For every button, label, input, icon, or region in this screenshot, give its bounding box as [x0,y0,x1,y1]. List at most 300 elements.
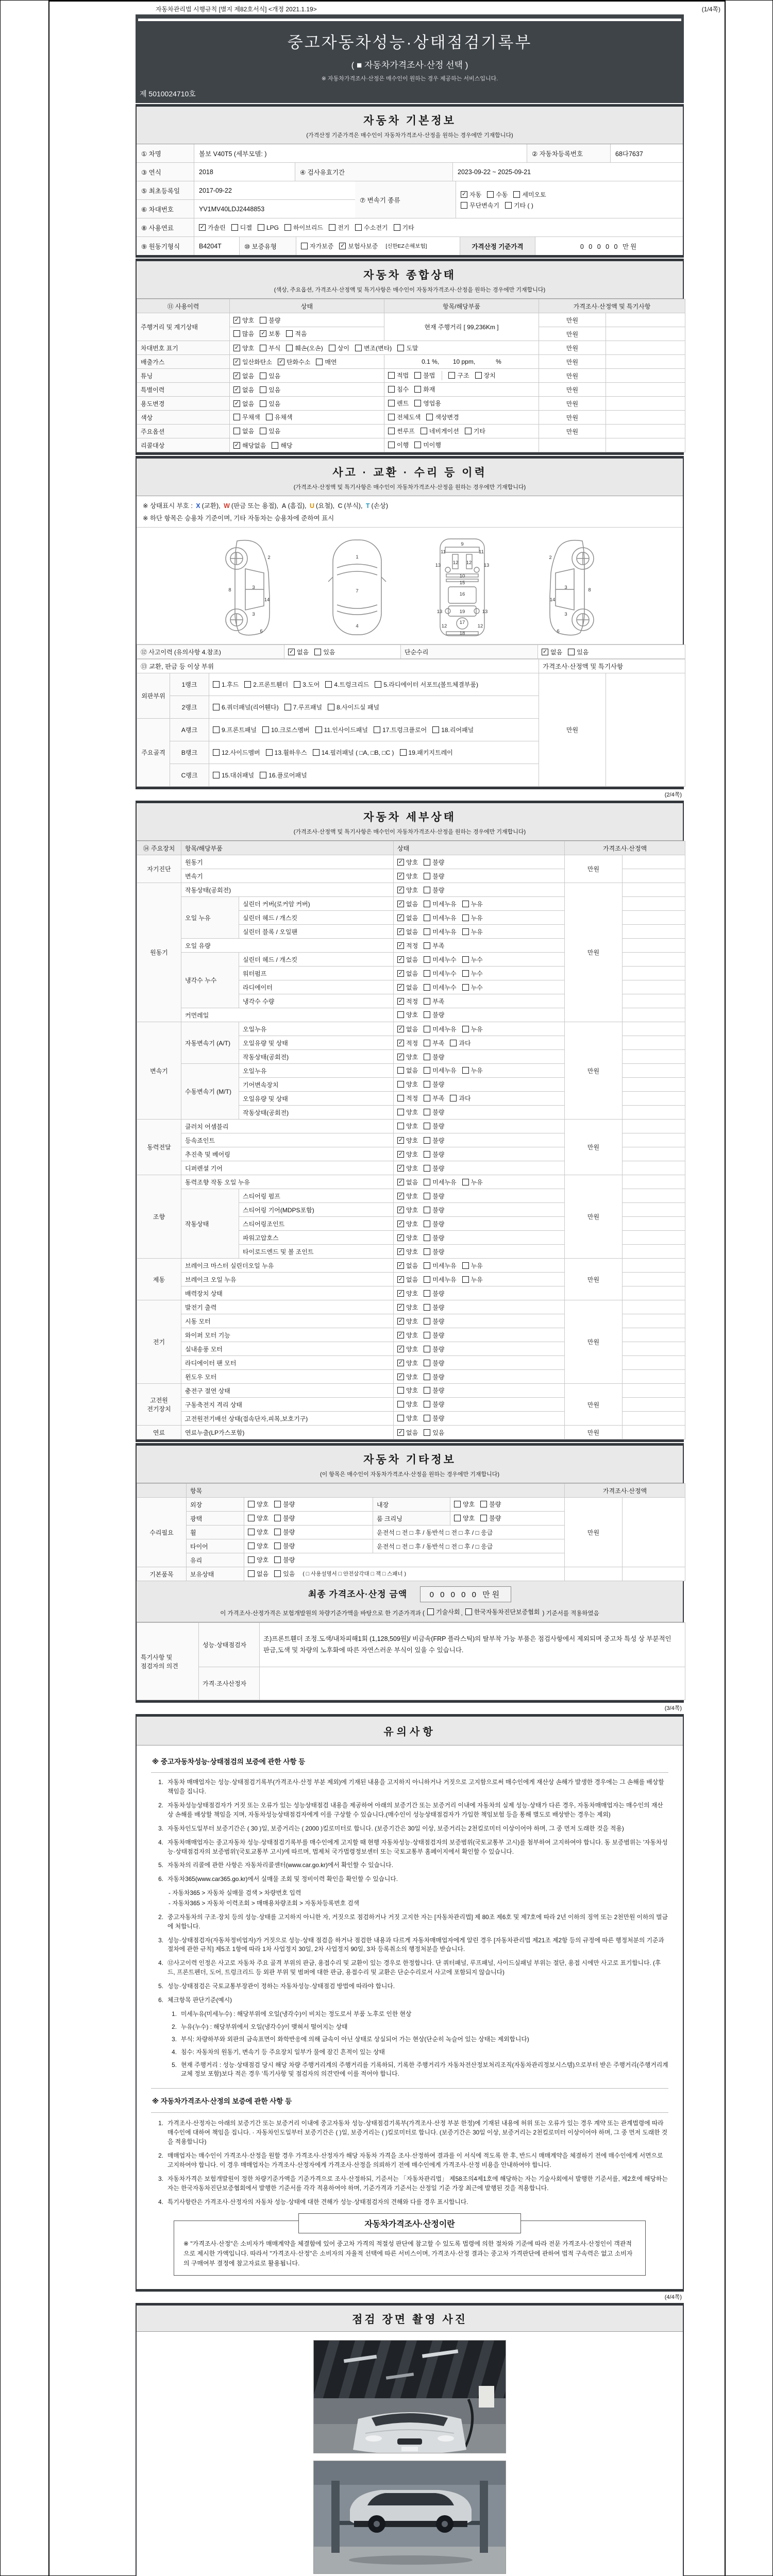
checkbox-item[interactable] [260,385,280,394]
checkbox-item[interactable] [388,440,409,449]
checkbox-item[interactable] [233,371,254,380]
checkbox-item[interactable] [284,703,322,711]
checkbox-item[interactable] [424,1010,444,1019]
checkbox-box[interactable] [461,202,467,209]
checkbox-item[interactable] [568,648,589,656]
checkbox-item[interactable] [260,316,280,325]
checkbox-item[interactable] [424,983,456,992]
checkbox-item[interactable] [233,413,260,421]
checkbox-item[interactable] [461,201,499,210]
checkbox-item[interactable] [388,399,409,408]
checkbox-box[interactable] [213,681,220,688]
checkbox-item[interactable] [424,1233,444,1242]
checkbox-item[interactable] [244,680,288,689]
checkbox-item[interactable] [426,413,459,421]
checkbox-item[interactable] [397,1025,418,1033]
checkbox-box[interactable] [424,984,430,991]
checkbox-box[interactable] [462,1067,469,1074]
checkbox-box[interactable] [244,681,251,688]
checkbox-box[interactable] [424,1109,430,1115]
checkbox-item[interactable] [274,1555,295,1564]
checkbox-box[interactable] [432,726,439,733]
checkbox-item[interactable] [462,1066,483,1075]
checkbox-box[interactable] [424,887,430,893]
checkbox-item[interactable] [462,1178,483,1187]
checkbox-box[interactable] [248,1501,255,1507]
checkbox-item[interactable] [278,358,310,366]
checkbox-item[interactable] [462,983,483,992]
checkbox-item[interactable] [260,399,280,408]
checkbox-box[interactable]: ✓ [398,1359,404,1366]
checkbox-box[interactable]: ✓ [398,1345,404,1352]
checkbox-box[interactable]: ✓ [398,1150,404,1157]
checkbox-box[interactable]: ✓ [398,1164,404,1171]
checkbox-item[interactable] [284,223,323,232]
checkbox-box[interactable]: ✓ [398,1429,404,1435]
checkbox-box[interactable] [274,1570,281,1577]
checkbox-box[interactable] [397,345,404,351]
checkbox-box[interactable] [424,1095,430,1101]
checkbox-item[interactable] [424,886,444,894]
checkbox-item[interactable] [266,413,293,421]
checkbox-box[interactable] [284,704,291,710]
checkbox-item[interactable] [397,858,418,867]
checkbox-item[interactable] [397,1066,418,1075]
checkbox-item[interactable] [480,1514,501,1522]
checkbox-box[interactable] [462,956,469,963]
checkbox-box[interactable] [424,1054,430,1060]
checkbox-item[interactable] [213,725,257,734]
checkbox-item[interactable] [462,955,483,964]
checkbox-box[interactable] [248,1543,255,1549]
checkbox-item[interactable] [462,900,483,908]
checkbox-item[interactable] [542,648,562,656]
checkbox-box[interactable] [414,386,421,393]
checkbox-box[interactable] [424,1387,430,1394]
checkbox-box[interactable] [258,224,264,231]
checkbox-item[interactable] [286,344,323,352]
checkbox-box[interactable]: ✓ [234,400,240,406]
checkbox-box[interactable] [513,191,520,198]
checkbox-box[interactable]: ✓ [398,956,404,962]
checkbox-item[interactable] [329,223,349,232]
checkbox-box[interactable] [213,726,220,733]
checkbox-box[interactable] [462,1276,469,1283]
checkbox-box[interactable] [266,414,273,420]
checkbox-item[interactable] [465,427,485,435]
checkbox-item[interactable] [424,1053,444,1061]
checkbox-box[interactable] [424,1304,430,1311]
checkbox-item[interactable] [314,648,335,656]
checkbox-item[interactable] [294,680,320,689]
checkbox-item[interactable] [424,1359,444,1367]
checkbox-box[interactable] [424,1026,430,1032]
checkbox-item[interactable] [424,1219,444,1228]
checkbox-box[interactable] [424,1360,430,1366]
checkbox-item[interactable] [233,399,254,408]
checkbox-item[interactable] [400,748,453,757]
checkbox-box[interactable] [424,1165,430,1172]
checkbox-item[interactable] [448,371,469,380]
checkbox-box[interactable] [424,1040,430,1046]
checkbox-item[interactable] [424,1206,444,1214]
checkbox-box[interactable] [424,1374,430,1380]
checkbox-box[interactable]: ✓ [398,1276,404,1282]
checkbox-item[interactable] [397,1317,418,1326]
checkbox-item[interactable] [397,1275,418,1284]
checkbox-box[interactable] [260,386,266,393]
checkbox-item[interactable] [272,441,292,450]
checkbox-box[interactable] [480,1515,487,1521]
checkbox-item[interactable] [248,1569,268,1578]
checkbox-box[interactable]: ✓ [398,1206,404,1213]
checkbox-item[interactable] [424,1372,444,1381]
checkbox-box[interactable] [388,442,395,448]
checkbox-box[interactable] [462,984,469,991]
checkbox-item[interactable] [397,1094,418,1103]
checkbox-item[interactable] [424,927,456,936]
checkbox-item[interactable] [266,748,307,757]
checkbox-box[interactable] [388,428,395,434]
checkbox-item[interactable] [414,371,435,380]
checkbox-item[interactable] [397,969,418,978]
checkbox-box[interactable] [397,1011,404,1018]
checkbox-item[interactable] [454,1500,475,1509]
checkbox-box[interactable] [424,1011,430,1018]
checkbox-box[interactable] [272,442,278,449]
checkbox-box[interactable] [266,749,273,756]
checkbox-item[interactable] [462,913,483,922]
checkbox-box[interactable] [231,224,238,231]
checkbox-item[interactable] [248,1514,268,1522]
checkbox-item[interactable] [397,1219,418,1228]
checkbox-item[interactable] [397,1359,418,1367]
checkbox-box[interactable]: ✓ [398,900,404,907]
checkbox-item[interactable] [262,725,310,734]
checkbox-item[interactable] [505,201,533,210]
checkbox-item[interactable] [424,1080,444,1089]
checkbox-item[interactable] [424,969,456,978]
checkbox-box[interactable] [260,345,266,351]
checkbox-item[interactable] [328,703,379,711]
checkbox-item[interactable] [480,1500,501,1509]
checkbox-box[interactable]: ✓ [398,1137,404,1143]
checkbox-box[interactable] [375,681,381,688]
checkbox-box[interactable] [424,1262,430,1269]
checkbox-item[interactable] [260,344,280,352]
checkbox-item[interactable] [424,1150,444,1159]
checkbox-box[interactable] [465,428,472,434]
checkbox-box[interactable]: ✓ [398,970,404,976]
checkbox-box[interactable] [424,942,430,949]
checkbox-box[interactable]: ✓ [398,942,404,948]
checkbox-box[interactable] [424,1179,430,1185]
checkbox-item[interactable] [248,1541,268,1550]
checkbox-box[interactable] [462,928,469,935]
checkbox-item[interactable] [462,1275,483,1284]
checkbox-box[interactable] [424,1276,430,1283]
checkbox-box[interactable] [424,1137,430,1144]
checkbox-item[interactable] [487,190,508,199]
checkbox-item[interactable] [462,1261,483,1270]
checkbox-item[interactable] [397,913,418,922]
checkbox-item[interactable] [513,190,546,199]
checkbox-item[interactable] [375,680,478,689]
checkbox-item[interactable] [397,900,418,908]
checkbox-box[interactable] [325,681,332,688]
checkbox-box[interactable] [233,330,240,337]
checkbox-item[interactable] [424,1400,444,1409]
checkbox-item[interactable] [394,223,414,232]
checkbox-item[interactable] [424,1164,444,1173]
checkbox-item[interactable] [397,1303,418,1312]
checkbox-box[interactable] [414,372,421,379]
checkbox-box[interactable] [424,970,430,977]
checkbox-box[interactable] [424,859,430,866]
checkbox-box[interactable] [394,224,400,231]
checkbox-item[interactable] [233,427,254,435]
checkbox-box[interactable]: ✓ [398,1331,404,1338]
checkbox-box[interactable] [260,772,266,778]
checkbox-item[interactable] [421,427,459,435]
checkbox-box[interactable] [462,970,469,977]
checkbox-box[interactable] [286,345,293,351]
checkbox-item[interactable] [248,1555,268,1564]
checkbox-box[interactable] [248,1515,255,1521]
checkbox-item[interactable] [462,927,483,936]
checkbox-item[interactable] [388,371,409,380]
checkbox-box[interactable] [374,726,380,733]
checkbox-box[interactable] [424,1429,430,1436]
checkbox-item[interactable] [397,1233,418,1242]
checkbox-item[interactable] [397,1053,418,1061]
checkbox-item[interactable] [432,725,474,734]
checkbox-box[interactable] [448,372,455,379]
checkbox-box[interactable]: ✓ [398,1317,404,1324]
checkbox-box[interactable] [301,243,308,249]
checkbox-item[interactable] [397,997,418,1006]
checkbox-item[interactable] [424,941,444,950]
checkbox-item[interactable] [397,1080,418,1089]
checkbox-box[interactable]: ✓ [398,858,404,865]
checkbox-box[interactable] [274,1556,281,1563]
checkbox-box[interactable] [213,772,220,778]
checkbox-box[interactable] [328,704,334,710]
checkbox-box[interactable]: ✓ [398,1290,404,1296]
checkbox-box[interactable]: ✓ [398,997,404,1004]
checkbox-item[interactable] [424,1331,444,1340]
checkbox-box[interactable]: ✓ [398,914,404,921]
checkbox-item[interactable] [397,872,418,880]
checkbox-item[interactable] [233,441,266,450]
checkbox-item[interactable] [231,223,252,232]
checkbox-box[interactable]: ✓ [398,1234,404,1241]
checkbox-item[interactable] [260,371,280,380]
checkbox-box[interactable] [315,726,322,733]
checkbox-item[interactable] [424,913,456,922]
checkbox-box[interactable]: ✓ [234,344,240,351]
checkbox-item[interactable] [424,1039,444,1047]
checkbox-box[interactable] [355,224,362,231]
checkbox-box[interactable]: ✓ [261,330,266,336]
checkbox-box[interactable] [388,414,395,420]
checkbox-item[interactable] [424,1122,444,1130]
checkbox-item[interactable] [339,242,378,250]
checkbox-item[interactable] [397,1400,418,1409]
checkbox-box[interactable] [424,901,430,907]
checkbox-box[interactable] [424,1151,430,1158]
checkbox-item[interactable] [424,1025,456,1033]
checkbox-item[interactable] [397,1122,418,1130]
checkbox-box[interactable] [475,372,482,379]
checkbox-box[interactable] [233,414,240,420]
checkbox-item[interactable] [397,1010,418,1019]
checkbox-box[interactable] [274,1529,281,1535]
checkbox-item[interactable] [260,427,280,435]
checkbox-item[interactable] [397,1428,418,1437]
checkbox-item[interactable] [424,1066,456,1075]
checkbox-item[interactable] [274,1514,295,1522]
checkbox-item[interactable] [233,358,272,366]
checkbox-item[interactable] [213,771,254,779]
checkbox-box[interactable] [314,649,321,655]
checkbox-item[interactable] [475,371,496,380]
checkbox-box[interactable]: ✓ [398,1053,404,1060]
checkbox-box[interactable]: ✓ [398,1220,404,1227]
checkbox-box[interactable] [568,649,575,655]
checkbox-box[interactable] [397,1067,404,1074]
checkbox-item[interactable] [355,344,392,352]
checkbox-box[interactable]: ✓ [398,1262,404,1268]
checkbox-item[interactable] [424,1178,456,1187]
checkbox-box[interactable] [424,1234,430,1241]
checkbox-item[interactable] [397,1247,418,1256]
checkbox-item[interactable] [424,1414,444,1422]
checkbox-box[interactable] [462,914,469,921]
checkbox-item[interactable] [414,385,435,394]
checkbox-box[interactable] [424,1193,430,1199]
checkbox-item[interactable] [424,1192,444,1200]
checkbox-item[interactable] [274,1541,295,1550]
checkbox-item[interactable] [461,190,481,199]
checkbox-item[interactable] [301,242,333,250]
checkbox-box[interactable]: ✓ [234,316,240,323]
checkbox-box[interactable] [313,749,320,756]
checkbox-item[interactable] [424,1247,444,1256]
checkbox-item[interactable] [397,1372,418,1381]
checkbox-box[interactable] [424,1290,430,1297]
checkbox-box[interactable] [262,726,269,733]
checkbox-item[interactable] [397,1108,418,1116]
checkbox-box[interactable] [424,1123,430,1129]
checkbox-item[interactable] [258,224,279,231]
checkbox-box[interactable] [505,202,512,209]
checkbox-box[interactable] [424,914,430,921]
checkbox-item[interactable] [424,900,456,908]
checkbox-item[interactable] [397,1414,418,1422]
checkbox-box[interactable] [462,901,469,907]
checkbox-box[interactable] [248,1556,255,1563]
checkbox-box[interactable] [450,1095,457,1101]
checkbox-item[interactable] [213,680,239,689]
checkbox-box[interactable] [424,1401,430,1408]
checkbox-box[interactable] [465,1608,472,1615]
checkbox-box[interactable]: ✓ [234,442,240,448]
checkbox-item[interactable] [233,316,254,325]
checkbox-item[interactable] [454,1514,475,1522]
checkbox-item[interactable] [397,886,418,894]
checkbox-item[interactable] [424,1289,444,1298]
checkbox-item[interactable] [397,1261,418,1270]
checkbox-item[interactable] [424,1275,456,1284]
checkbox-item[interactable] [315,725,368,734]
checkbox-box[interactable]: ✓ [398,984,404,990]
checkbox-item[interactable] [424,1108,444,1116]
checkbox-box[interactable] [454,1515,461,1521]
checkbox-box[interactable] [424,1221,430,1227]
checkbox-item[interactable] [397,927,418,936]
checkbox-item[interactable] [424,1428,444,1437]
checkbox-box[interactable] [329,345,335,351]
checkbox-box[interactable] [424,956,430,963]
checkbox-box[interactable] [286,330,293,337]
checkbox-box[interactable] [424,873,430,879]
checkbox-item[interactable] [424,1317,444,1326]
checkbox-box[interactable] [414,400,421,406]
checkbox-box[interactable]: ✓ [398,886,404,893]
checkbox-box[interactable]: ✓ [398,1303,404,1310]
checkbox-item[interactable] [427,1607,460,1616]
checkbox-box[interactable]: ✓ [398,1248,404,1255]
checkbox-item[interactable] [329,344,349,352]
checkbox-item[interactable] [288,648,309,656]
checkbox-item[interactable] [424,1261,456,1270]
checkbox-box[interactable] [421,428,427,434]
checkbox-item[interactable] [450,1039,470,1047]
checkbox-item[interactable] [233,329,254,338]
checkbox-box[interactable] [424,1081,430,1088]
checkbox-item[interactable] [260,771,307,779]
checkbox-box[interactable] [462,1262,469,1269]
checkbox-box[interactable]: ✓ [278,358,284,365]
checkbox-item[interactable] [424,955,456,964]
checkbox-item[interactable] [355,223,388,232]
checkbox-box[interactable]: ✓ [398,1025,404,1032]
checkbox-item[interactable] [397,1192,418,1200]
checkbox-box[interactable] [388,400,395,406]
checkbox-box[interactable] [424,1332,430,1338]
checkbox-item[interactable] [397,1164,418,1173]
checkbox-box[interactable] [397,1081,404,1088]
checkbox-item[interactable] [397,1206,418,1214]
checkbox-item[interactable] [213,748,260,757]
checkbox-item[interactable] [424,872,444,880]
checkbox-box[interactable] [213,704,220,710]
checkbox-box[interactable] [274,1543,281,1549]
checkbox-item[interactable] [397,1039,418,1047]
checkbox-item[interactable] [397,941,418,950]
checkbox-item[interactable] [424,997,444,1006]
checkbox-box[interactable] [329,224,335,231]
checkbox-item[interactable] [374,725,427,734]
checkbox-box[interactable]: ✓ [234,386,240,393]
checkbox-item[interactable] [397,983,418,992]
checkbox-box[interactable] [260,317,266,324]
checkbox-item[interactable] [274,1569,295,1578]
checkbox-item[interactable] [414,440,441,449]
checkbox-item[interactable] [424,1303,444,1312]
checkbox-box[interactable]: ✓ [542,648,548,655]
